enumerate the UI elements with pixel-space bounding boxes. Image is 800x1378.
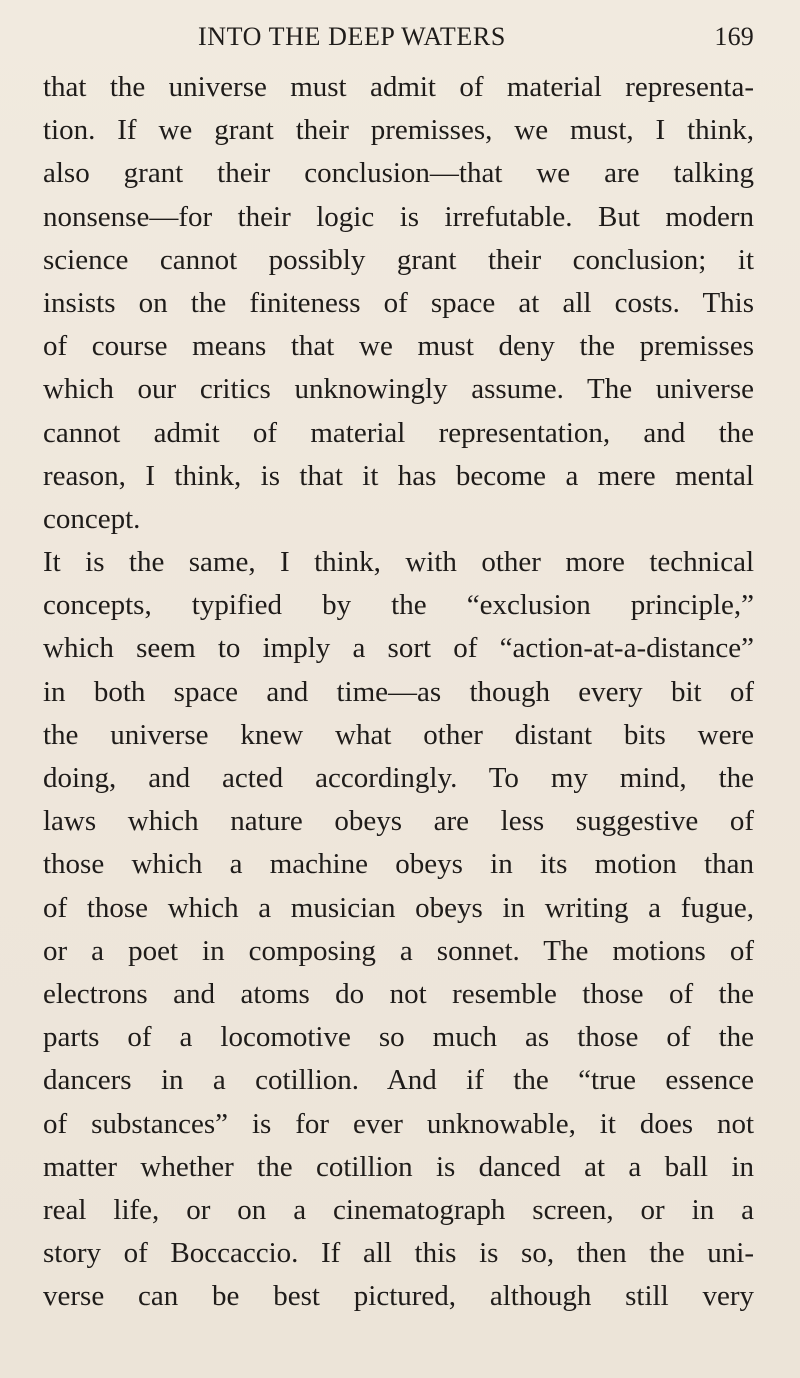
text-line: also grant their conclusion—that we are talking bbox=[43, 157, 754, 190]
text-line: real life, or on a cinematograph screen, or in a bbox=[43, 1193, 754, 1226]
text-line: in both space and time—as though every bit of bbox=[43, 675, 754, 708]
text-line: science cannot possibly grant their conclusion; it bbox=[43, 243, 754, 276]
text-line: of course means that we must deny the premisses bbox=[43, 330, 754, 363]
text-line: doing, and acted accordingly. To my mind, the bbox=[43, 762, 754, 794]
text-line: parts of a locomotive so much as those of the bbox=[43, 1021, 754, 1054]
page-number: 169 bbox=[714, 22, 754, 51]
body-text bbox=[43, 66, 754, 1318]
chapter-title: INTO THE DEEP WATERS bbox=[198, 22, 506, 51]
paragraph-end-line: concept. bbox=[43, 502, 141, 535]
text-line: which our critics unknowingly assume. The universe bbox=[43, 373, 754, 406]
text-line: concepts, typified by the “exclusion principle,” bbox=[43, 589, 754, 622]
text-line: of those which a musician obeys in writing a fugue, bbox=[43, 891, 754, 924]
text-line: which seem to imply a sort of “action-at-a-distance” bbox=[43, 632, 754, 665]
text-line: matter whether the cotillion is danced at a ball in bbox=[43, 1150, 754, 1183]
text-line: reason, I think, is that it has become a mere mental bbox=[43, 459, 754, 492]
paragraph-start-line: It is the same, I think, with other more technical bbox=[43, 546, 754, 579]
running-header bbox=[43, 12, 754, 62]
text-line: insists on the finiteness of space at all costs. This bbox=[43, 286, 754, 319]
text-line: electrons and atoms do not resemble those of the bbox=[43, 977, 754, 1010]
text-line: story of Boccaccio. If all this is so, then the uni- bbox=[43, 1237, 754, 1270]
text-line: cannot admit of material representation, and the bbox=[43, 416, 754, 449]
text-line: nonsense—for their logic is irrefutable. But modern bbox=[43, 200, 754, 233]
text-line: dancers in a cotillion. And if the “true essence bbox=[43, 1064, 754, 1097]
text-line: the universe knew what other distant bits were bbox=[43, 718, 754, 751]
text-line: laws which nature obeys are less suggestive of bbox=[43, 805, 754, 838]
text-line: those which a machine obeys in its motion than bbox=[43, 848, 754, 881]
text-line: or a poet in composing a sonnet. The motions of bbox=[43, 934, 754, 967]
text-line: verse can be best pictured, although still very bbox=[43, 1280, 754, 1313]
text-line: that the universe must admit of material representa- bbox=[43, 71, 754, 103]
text-line: of substances” is for ever unknowable, it does not bbox=[43, 1107, 754, 1140]
text-line: tion. If we grant their premisses, we must, I think, bbox=[43, 114, 754, 147]
